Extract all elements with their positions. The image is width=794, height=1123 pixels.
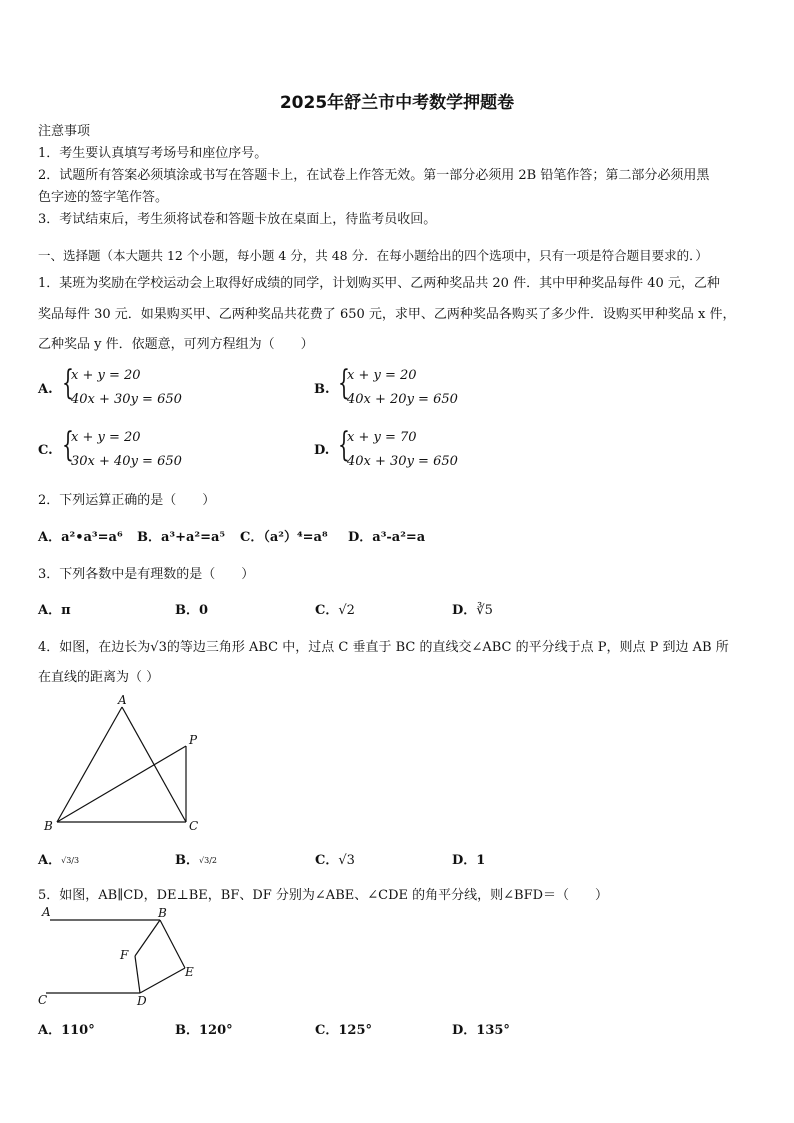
option-c[interactable]: C．（a²）⁴=a⁸: [240, 530, 328, 545]
question-3-text: 3．下列各数中是有理数的是（ ）: [38, 567, 255, 582]
option-d[interactable]: D．135°: [452, 1023, 510, 1038]
option-b[interactable]: B．120°: [175, 1023, 233, 1038]
option-a[interactable]: A．110°: [38, 1023, 95, 1038]
brace-icon: {: [62, 425, 74, 465]
equation: x + y = 70: [347, 430, 417, 445]
brace-icon: {: [62, 363, 74, 403]
option-b[interactable]: B．0: [175, 603, 209, 618]
radical: ∛5: [476, 603, 493, 618]
option-label: D.: [314, 443, 330, 458]
question-1-line: 1．某班为奖励在学校运动会上取得好成绩的同学，计划购买甲、乙两种奖品共 20 件．其中甲种奖品每件 40 元，乙种: [38, 276, 720, 291]
triangle-figure: [38, 690, 218, 835]
option-a[interactable]: A．a²•a³=a⁶: [38, 530, 123, 545]
point-label-e: E: [185, 965, 194, 979]
point-label-d: D: [137, 994, 147, 1008]
notice-item: 2．试题所有答案必须填涂或书写在答题卡上，在试卷上作答无效。第一部分必须用 2B 铅笔作答；第二部分必须用黑: [38, 168, 710, 183]
equation: 40x + 30y = 650: [347, 454, 458, 469]
equation: x + y = 20: [71, 368, 141, 383]
question-text: 4．如图，在边长为: [38, 640, 151, 655]
question-text: 的等边三角形 ABC 中，过点 C 垂直于 BC 的直线交∠ABC 的平分线于点 P，则点 P 到边 AB 所: [166, 640, 729, 655]
brace-icon: {: [338, 425, 350, 465]
notice-item: 1．考生要认真填写考场号和座位序号。: [38, 146, 268, 161]
question-4-line: 在直线的距离为（ ）: [38, 670, 160, 685]
option-label: C.: [38, 443, 53, 458]
point-label-c: C: [38, 993, 48, 1007]
equation: 40x + 20y = 650: [347, 392, 458, 407]
question-1-line: 奖品每件 30 元．如果购买甲、乙两种奖品共花费了 650 元，求甲、乙两种奖品各购买了多少件．设购买甲种奖品 x 件，: [38, 307, 736, 322]
radical: √3: [338, 853, 355, 868]
option-d[interactable]: [452, 599, 493, 618]
equation: x + y = 20: [347, 368, 417, 383]
point-label-f: F: [120, 948, 129, 962]
option-label: D．: [452, 603, 477, 618]
equation: x + y = 20: [71, 430, 141, 445]
notice-heading: 注意事项: [38, 124, 91, 139]
option-c[interactable]: [315, 849, 355, 868]
option-label: C．: [315, 853, 339, 868]
option-label: A．: [38, 853, 62, 868]
question-1-line: 乙种奖品 y 件．依题意，可列方程组为（ ）: [38, 337, 314, 352]
point-label-a: A: [118, 693, 127, 707]
equation: 40x + 30y = 650: [71, 392, 182, 407]
radical: √3: [150, 640, 167, 655]
notice-item: 3．考试结束后，考生须将试卷和答题卡放在桌面上，待监考员收回。: [38, 212, 437, 227]
option-d[interactable]: D．a³-a²=a: [348, 530, 426, 545]
parallel-lines-figure: [38, 904, 213, 1014]
point-label-p: P: [189, 733, 198, 747]
notice-item: 色字迹的签字笔作答。: [38, 190, 169, 205]
option-label: A.: [38, 382, 53, 397]
question-4-line: [38, 636, 729, 655]
equation: 30x + 40y = 650: [71, 454, 182, 469]
question-2-text: 2．下列运算正确的是（ ）: [38, 493, 216, 508]
brace-icon: {: [338, 363, 350, 403]
option-d[interactable]: D．1: [452, 853, 486, 868]
option-label: B．: [175, 853, 199, 868]
option-b[interactable]: [175, 849, 217, 868]
question-5-text: 5．如图，AB∥CD，DE⊥BE，BF、DF 分别为∠ABE、∠CDE 的角平分线，则∠BFD＝（ ）: [38, 888, 609, 903]
section-heading: 一、选择题（本大题共 12 个小题，每小题 4 分，共 48 分．在每小题给出的四个选项中，只有一项是符合题目要求的．）: [38, 248, 708, 263]
option-c[interactable]: [315, 599, 355, 618]
option-label: C．: [315, 603, 339, 618]
point-label-c: C: [189, 819, 199, 833]
point-label-b: B: [158, 906, 167, 920]
option-a[interactable]: [38, 849, 79, 868]
fraction: √3/2: [199, 855, 217, 865]
option-label: B.: [314, 382, 330, 397]
option-a[interactable]: A．π: [38, 603, 71, 618]
point-label-a: A: [42, 905, 51, 919]
point-label-b: B: [44, 819, 53, 833]
fraction: √3/3: [61, 855, 80, 865]
option-b[interactable]: B．a³+a²=a⁵: [137, 530, 226, 545]
page-title: 2025年舒兰市中考数学押题卷: [279, 93, 515, 113]
option-c[interactable]: C．125°: [315, 1023, 372, 1038]
radical: √2: [338, 603, 355, 618]
